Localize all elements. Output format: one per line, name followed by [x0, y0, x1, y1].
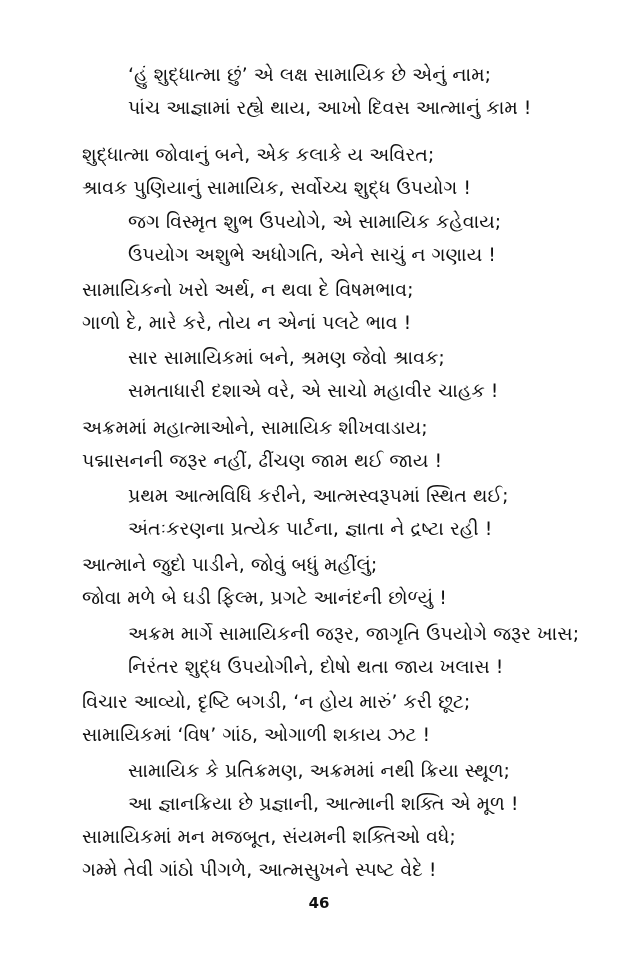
verse-line: ઉપયોગ અશુભે અધોગતિ, એને સાચું ન ગણાય !: [128, 244, 496, 266]
verse-line: નિરંતર શુદ્ધ ઉપયોગીને, દોષો થતા જાય ખલાસ !: [128, 656, 504, 678]
verse-line: વિચાર આવ્યો, દૃષ્ટિ બગડી, ‘ન હોય મારું’ કરી છૂટ;: [82, 691, 471, 713]
verse-line: પ્રથમ આત્મવિધિ કરીને, આત્મસ્વરૂપમાં સ્થિત થઈ;: [128, 485, 509, 507]
verse-line: સાર સામાયિકમાં બને, શ્રમણ જેવો શ્રાવક;: [128, 347, 445, 369]
verse-line: સામાયિકમાં ‘વિષ’ ગાંઠ, ઓગાળી શકાય ઝટ !: [82, 724, 431, 746]
verse-line: અક્રમ માર્ગે સામાયિકની જરૂર, જાગૃતિ ઉપયોગે જરૂર ખાસ;: [128, 623, 580, 645]
verse-line: સામાયિકમાં મન મજબૂત, સંયમની શક્તિઓ વધે;: [82, 826, 456, 848]
verse-line: પદ્માસનની જરૂર નહીં, ઢીંચણ જામ થઈ જાય !: [82, 450, 443, 472]
verse-line: અંતઃકરણના પ્રત્યેક પાર્ટના, જ્ઞાતા ને દ્રષ્ટા રહી !: [128, 518, 493, 540]
verse-line: આ જ્ઞાનક્રિયા છે પ્રજ્ઞાની, આત્માની શક્તિ એ મૂળ !: [128, 793, 519, 815]
verse-line: પાંચ આજ્ઞામાં રહ્યે થાય, આખો દિવસ આત્માનું કામ !: [128, 97, 532, 119]
verse-line: ગાળો દે, મારે કરે, તોય ન એનાં પલટે ભાવ !: [82, 312, 412, 334]
verse-line: અક્રમમાં મહાત્માઓને, સામાયિક શીખવાડાય;: [82, 417, 428, 439]
verse-line: સામાયિક કે પ્રતિક્રમણ, અક્રમમાં નથી ક્રિયા સ્થૂળ;: [128, 760, 510, 782]
verse-line: જોવા મળે બે ઘડી ફિલ્મ, પ્રગટે આનંદની છોળ્યું !: [82, 587, 447, 609]
page-number: 46: [308, 894, 330, 912]
verse-line: ગમ્મે તેવી ગાંઠો પીગળે, આત્મસુખને સ્પષ્ટ વેદે !: [82, 859, 437, 881]
verse-line: શુદ્ધાત્મા જોવાનું બને, એક કલાકે ય અવિરત;: [82, 144, 435, 166]
verse-line: સામાયિકનો ખરો અર્થ, ન થવા દે વિષમભાવ;: [82, 279, 414, 301]
verse-line: સમતાધારી દશાએ વરે, એ સાચો મહાવીર ચાહક !: [128, 380, 499, 402]
verse-line: શ્રાવક પુણિયાનું સામાયિક, સર્વોચ્ચ શુદ્ધ ઉપયોગ !: [82, 177, 471, 199]
verse-line: આત્માને જુદો પાડીને, જોવું બધું મહીંલું;: [82, 554, 378, 576]
verse-line: જગ વિસ્મૃત શુભ ઉપયોગે, એ સામાયિક કહેવાય;: [128, 211, 502, 233]
verse-line: ‘હું શુદ્ધાત્મા છું’ એ લક્ષ સામાયિક છે એનું નામ;: [128, 64, 492, 86]
